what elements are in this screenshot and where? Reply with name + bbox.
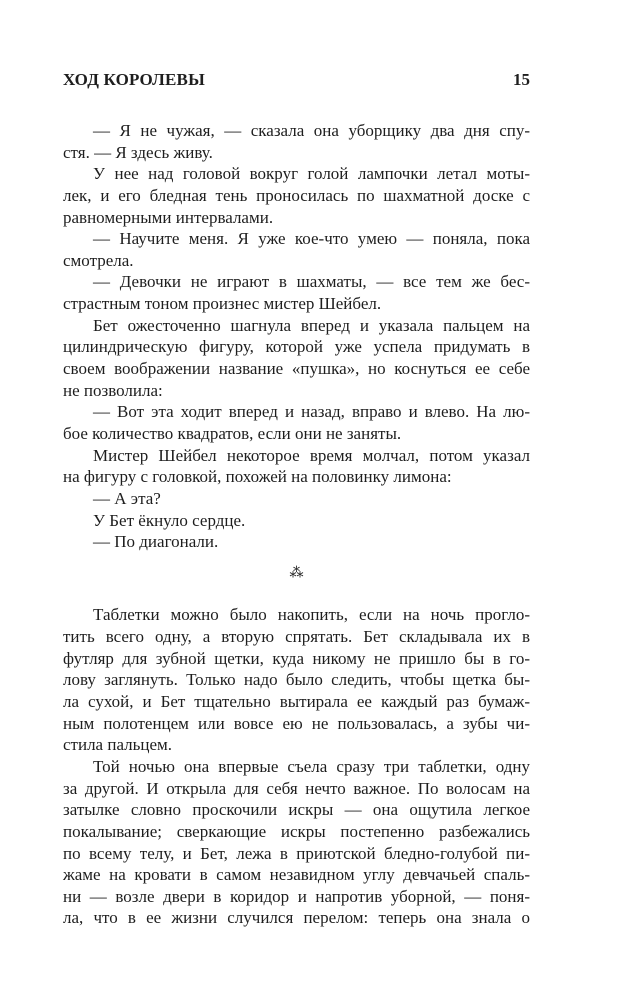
paragraph [63, 604, 530, 755]
text-line: ла сухой, и Бет тщательно вытирала ее каждый раз бумаж- [63, 692, 530, 712]
paragraph [63, 315, 530, 402]
paragraph [63, 163, 530, 228]
text-line: на фигуру с головкой, похожей на половинку лимона: [63, 467, 452, 487]
text-line: Таблетки можно было накопить, если на ночь прогло- [93, 605, 530, 625]
text-line: равномерными интервалами. [63, 207, 274, 227]
text-line: смотрела. [63, 250, 134, 270]
text-line: Мистер Шейбел некоторое время молчал, потом указал [93, 445, 530, 465]
paragraph [63, 271, 530, 314]
text-line: Той ночью она впервые съела сразу три таблетки, одну [93, 756, 530, 776]
text-line: жаме на кровати в самом незавидном углу девчачьей спаль- [63, 865, 530, 885]
text-line: бое количество квадратов, если они не заняты. [63, 423, 402, 443]
text-line: — По диагонали. [93, 532, 219, 552]
page-number: 15 [513, 70, 530, 89]
text-line: ни — возле двери в коридор и напротив уборной, — поня- [63, 886, 530, 906]
paragraph [63, 401, 530, 444]
text-line: ла, что в ее жизни случился перелом: теперь она знала о [63, 908, 530, 928]
text-line: — Вот эта ходит вперед и назад, вправо и влево. На лю- [93, 402, 530, 422]
text-line: по всему телу, и Бет, лежа в приютской бледно-голубой пи- [63, 843, 530, 863]
text-line: футляр для зубной щетки, куда никому не пришло бы в го- [63, 648, 530, 668]
text-line: не позволила: [63, 380, 163, 400]
text-line: стила пальцем. [63, 735, 173, 755]
text-line: — Научите меня. Я уже кое-что умею — поняла, пока [93, 229, 530, 249]
text-line: — Я не чужая, — сказала она уборщику два дня спу- [93, 121, 530, 140]
text-line: — Девочки не играют в шахматы, — все тем же бес- [93, 272, 530, 292]
paragraph [63, 488, 530, 510]
text-line: за другой. И открыла для себя нечто важное. По волосам на [63, 778, 530, 798]
paragraph [63, 120, 530, 163]
paragraph [63, 510, 530, 532]
text-line: своем воображении название «пушка», но коснуться ее себе [63, 359, 530, 379]
text-line: страстным тоном произнес мистер Шейбел. [63, 294, 382, 314]
page-body [63, 120, 530, 929]
running-header [63, 70, 530, 94]
section-separator: ⁂ [289, 565, 304, 581]
text-line: Бет ожесточенно шагнула вперед и указала пальцем на [93, 315, 530, 335]
paragraph [63, 531, 530, 553]
text-line: У Бет ёкнуло сердце. [93, 510, 246, 530]
paragraph [63, 228, 530, 271]
text-line: лову заглянуть. Только надо было следить, чтобы щетка бы- [63, 670, 530, 690]
text-line: ным полотенцем или вовсе ею не пользовалась, а зубы чи- [63, 713, 530, 733]
text-line: покалывание; сверкающие искры постепенно разбежались [63, 821, 530, 841]
text-line: цилиндрическую фигуру, которой уже успела придумать в [63, 337, 530, 357]
paragraph [63, 756, 530, 929]
text-line: стя. — Я здесь живу. [63, 142, 213, 162]
text-line: затылке словно проскочили искры — она ощутила легкое [63, 800, 530, 820]
book-title: ХОД КОРОЛЕВЫ [63, 70, 205, 89]
text-line: лек, и его бледная тень проносилась по шахматной доске с [63, 185, 530, 205]
text-line: тить всего одну, а вторую спрятать. Бет складывала их в [63, 627, 530, 647]
paragraph [63, 445, 530, 488]
text-line: — А эта? [93, 488, 161, 508]
text-line: У нее над головой вокруг голой лампочки летал моты- [93, 164, 530, 184]
